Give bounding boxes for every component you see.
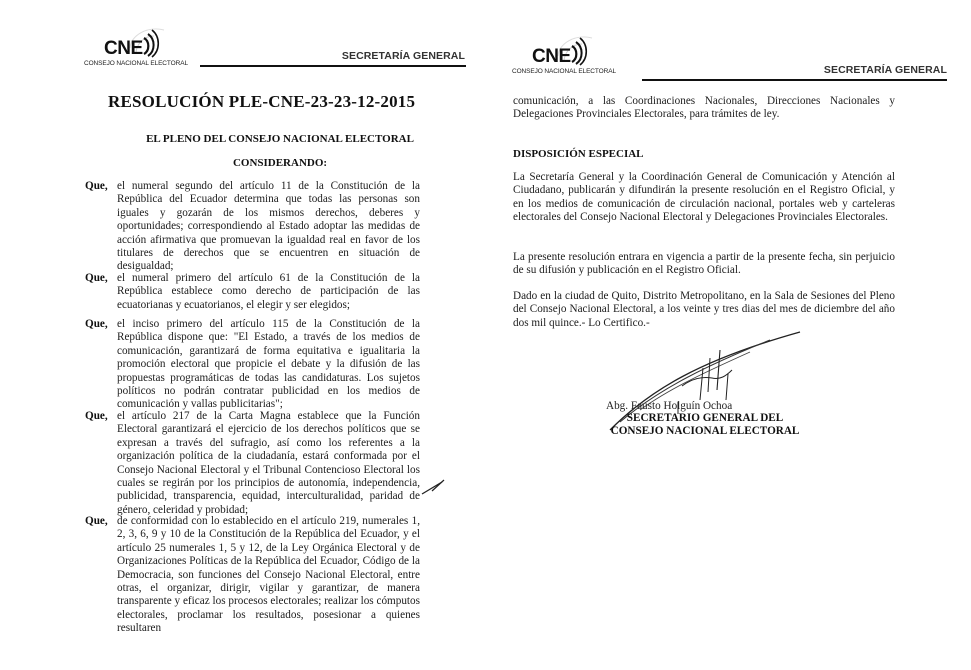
body-heading: EL PLENO DEL CONSEJO NACIONAL ELECTORAL — [146, 133, 414, 145]
considerando-paragraph: el numeral primero del artículo 61 de la Constitución de la República establece como derecho de participación de las ecuatorianas y ecuatorianos, el elegir y ser elegidos; — [117, 272, 420, 311]
signatory-title-line2: CONSEJO NACIONAL ELECTORAL — [610, 425, 800, 437]
continuation-paragraph: comunicación, a las Coordinaciones Nacionales, Direcciones Nacionales y Delegaciones Provinciales Electorales, para trámites de ley. — [513, 95, 895, 121]
que-label: Que, — [85, 318, 108, 330]
considerando-heading: CONSIDERANDO: — [232, 157, 328, 169]
initial-mark-icon — [420, 478, 448, 498]
header-label: SECRETARÍA GENERAL — [823, 64, 947, 76]
que-label: Que, — [85, 180, 108, 192]
effective-date-paragraph: La presente resolución entrara en vigencia a partir de la presente fecha, sin perjuicio de su difusión y publicación en el Registro Oficial. — [513, 251, 895, 277]
considerando-paragraph: de conformidad con lo establecido en el artículo 219, numerales 1, 2, 3, 6, 9 y 10 de la Constitución de la República del Ecuador, y el artículo 25 numerales 1, 5 y 12, de la Ley Orgánica Electoral y de Organizaciones Políticas de la República del Ecuador, Código de la Democracia, son funciones del Consejo Nacional Electoral, entre otras, el organizar, dirigir, vigilar y garantizar, de manera transparente y eficaz los procesos electorales; realizar los cómputos electorales, proclamar los resultados, posesionar a quienes resultaren — [117, 515, 420, 635]
resolution-title: RESOLUCIÓN PLE-CNE-23-23-12-2015 — [108, 92, 416, 111]
cne-logo — [512, 32, 622, 82]
cne-logo — [84, 24, 194, 74]
logo-subtitle: CONSEJO NACIONAL ELECTORAL — [512, 68, 616, 75]
signatory-name: Abg. Fausto Holguín Ochoa — [606, 400, 733, 412]
logo-subtitle: CONSEJO NACIONAL ELECTORAL — [84, 60, 188, 67]
considerando-paragraph: el artículo 217 de la Carta Magna establece que la Función Electoral garantizará el ejercicio de los derechos políticos que se expresan a través del sufragio, así como los referentes a la organización política de la ciudadanía, estará conformada por el Consejo Nacional Electoral y el Tribunal Contencioso Electoral los cuales se regirán por los principios de autonomía, independencia, publicidad, transparencia, equidad, interculturalidad, paridad de género, celeridad y probidad; — [117, 410, 420, 516]
considerando-paragraph: el numeral segundo del artículo 11 de la Constitución de la República del Ecuador determina que todas las personas son iguales y gozarán de los mismos derechos, deberes y oportunidades; correspondiendo al Estado adoptar las medidas de acción afirmativa que promuevan la igualdad real en favor de los titulares de derechos que se encuentren en situación de desigualdad; — [117, 180, 420, 273]
header-rule — [200, 65, 466, 67]
header-label: SECRETARÍA GENERAL — [341, 50, 465, 62]
signatory-title-line1: SECRETARIO GENERAL DEL — [626, 412, 784, 424]
logo-mark: CNE — [532, 46, 571, 67]
section-heading: DISPOSICIÓN ESPECIAL — [513, 148, 644, 160]
considerando-paragraph: el inciso primero del artículo 115 de la Constitución de la República dispone que: "El Estado, a través de los medios de comunicación, garantizará de forma equitativa e igualitaria la promoción electoral que propicie el debate y la difusión de las propuestas programáticas de todas las candidaturas. Los sujetos políticos no podrán contratar publicidad en los medios de comunicación y vallas publicitarias"; — [117, 318, 420, 411]
given-at-paragraph: Dado en la ciudad de Quito, Distrito Metropolitano, en la Sala de Sesiones del Pleno del Consejo Nacional Electoral, a los veinte y tres dias del mes de diciembre del año dos mil quince.- Lo Certifico.- — [513, 290, 895, 329]
header-rule — [642, 79, 947, 81]
que-label: Que, — [85, 272, 108, 284]
que-label: Que, — [85, 515, 108, 527]
que-label: Que, — [85, 410, 108, 422]
logo-mark: CNE — [104, 38, 143, 59]
disposition-paragraph: La Secretaría General y la Coordinación General de Comunicación y Atención al Ciudadano, publicarán y difundirán la presente resolución en el Registro Oficial, y en los medios de comunicación de circulación nacional, portales web y carteleras electorales del Consejo Nacional Electoral y Delegaciones Provinciales Electorales. — [513, 171, 895, 224]
